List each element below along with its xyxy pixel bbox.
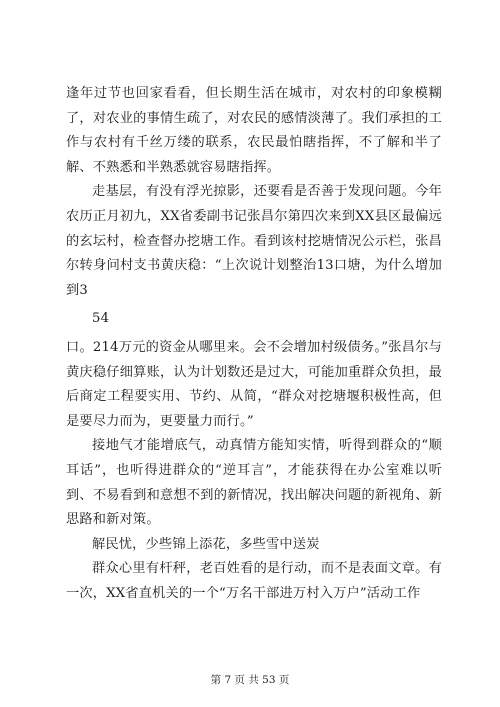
paragraph-number-line: 54: [92, 311, 110, 327]
paragraph-3: 口。214万元的资金从哪里来。会不会增加村级债务。”张昌尔与黄庆稳仔细算账，认为计划数还是过大，可能加重群众负担，最后商定工程要实用、节约、从简，“群众对挖塘堰积极性高，但是要尽力而为，更要量力而行。”: [66, 339, 442, 429]
paragraph-2: 走基层，有没有浮光掠影，还要看是否善于发现问题。今年农历正月初九，XX省委副书记张昌尔第四次来到XX县区最偏远的玄坛村，检查督办挖塘工作。看到该村挖塘情况公示栏，张昌尔转身问村支书黄庆稳：“上次说计划整治13口塘，为什么增加到3: [66, 184, 442, 298]
paragraph-1: 逢年过节也回家看看，但长期生活在城市，对农村的印象模糊了，对农业的事情生疏了，对农民的感情淡薄了。我们承担的工作与农村有千丝万缕的联系，农民最怕瞎指挥，不了解和半了解、不熟悉和半熟悉就容易瞎指挥。: [66, 86, 442, 175]
document-body: [66, 82, 442, 606]
section-heading: 解民忧，少些锦上添花，多些雪中送炭: [92, 536, 320, 552]
paragraph-4: 接地气才能增底气，动真情方能知实情，听得到群众的“顺耳话”，也听得进群众的“逆耳言”，才能获得在办公室难以听到、不易看到和意想不到的新情况，找出解决问题的新视角、新思路和新对策。: [66, 438, 442, 528]
paragraph-5: 群众心里有杆秤，老百姓看的是行动，而不是表面文章。有一次，XX省直机关的一个“万名干部进万村入万户”活动工作: [66, 561, 442, 601]
page-footer: 第 7 页 共 53 页: [210, 674, 290, 686]
